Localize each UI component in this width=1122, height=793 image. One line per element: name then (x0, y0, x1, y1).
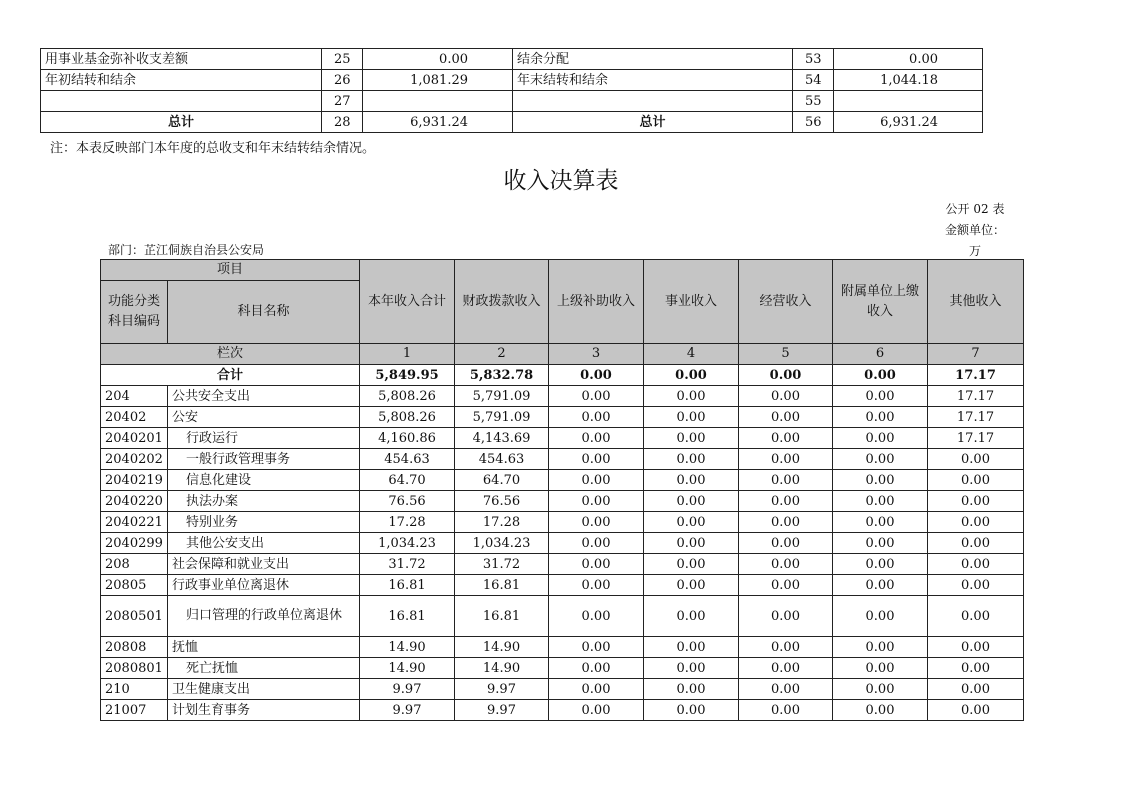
subject-name-cell: 信息化建设 (168, 470, 360, 491)
value-cell: 0.00 (928, 449, 1024, 470)
value-cell: 1,034.23 (455, 533, 549, 554)
subject-name-cell: 计划生育事务 (168, 700, 360, 721)
func-code-cell: 21007 (101, 700, 168, 721)
value-cell: 0.00 (833, 679, 928, 700)
value-cell: 0.00 (739, 428, 833, 449)
header-col-5: 经营收入 (739, 260, 833, 344)
table-row (101, 470, 1024, 491)
column-number: 5 (739, 344, 833, 365)
value-cell: 0.00 (549, 407, 644, 428)
value-cell: 0.00 (739, 596, 833, 637)
value-cell: 0.00 (644, 679, 739, 700)
column-number: 7 (928, 344, 1024, 365)
value-cell: 0.00 (928, 596, 1024, 637)
table-row (101, 596, 1024, 637)
table-row (101, 512, 1024, 533)
table-row (101, 700, 1024, 721)
summary-row (41, 49, 983, 70)
subject-name-cell: 特别业务 (168, 512, 360, 533)
value-cell: 0.00 (833, 428, 928, 449)
summary-left-label: 年初结转和结余 (41, 70, 322, 91)
value-cell: 5,808.26 (360, 386, 455, 407)
value-cell: 0.00 (928, 491, 1024, 512)
column-number-label: 栏次 (101, 344, 360, 365)
subject-name-cell: 抚恤 (168, 637, 360, 658)
value-cell: 0.00 (833, 449, 928, 470)
total-value: 5,832.78 (455, 365, 549, 386)
value-cell: 1,034.23 (360, 533, 455, 554)
summary-left-no: 28 (322, 112, 363, 133)
table-row (101, 575, 1024, 596)
value-cell: 0.00 (739, 407, 833, 428)
table-row (101, 449, 1024, 470)
summary-left-value: 6,931.24 (363, 112, 513, 133)
value-cell: 0.00 (644, 491, 739, 512)
summary-right-no: 55 (793, 91, 834, 112)
subject-name-cell: 卫生健康支出 (168, 679, 360, 700)
func-code-cell: 2040219 (101, 470, 168, 491)
table-row (101, 491, 1024, 512)
value-cell: 0.00 (928, 658, 1024, 679)
value-cell: 0.00 (928, 470, 1024, 491)
summary-left-label (41, 91, 322, 112)
func-code-cell: 20402 (101, 407, 168, 428)
value-cell: 0.00 (549, 575, 644, 596)
value-cell: 9.97 (360, 679, 455, 700)
table-row (101, 658, 1024, 679)
value-cell: 0.00 (549, 658, 644, 679)
value-cell: 16.81 (455, 596, 549, 637)
value-cell: 17.17 (928, 428, 1024, 449)
value-cell: 0.00 (739, 449, 833, 470)
column-number: 6 (833, 344, 928, 365)
value-cell: 64.70 (455, 470, 549, 491)
value-cell: 9.97 (455, 679, 549, 700)
summary-left-label: 总计 (41, 112, 322, 133)
value-cell: 0.00 (644, 700, 739, 721)
subject-name-cell: 公共安全支出 (168, 386, 360, 407)
total-value: 0.00 (833, 365, 928, 386)
header-subject-name: 科目名称 (168, 281, 360, 344)
total-value: 0.00 (739, 365, 833, 386)
value-cell: 5,791.09 (455, 407, 549, 428)
summary-right-value: 1,044.18 (834, 70, 983, 91)
value-cell: 0.00 (739, 658, 833, 679)
value-cell: 76.56 (455, 491, 549, 512)
summary-left-value (363, 91, 513, 112)
summary-right-label: 总计 (513, 112, 793, 133)
value-cell: 0.00 (739, 512, 833, 533)
subject-name-cell: 执法办案 (168, 491, 360, 512)
summary-left-value: 0.00 (363, 49, 513, 70)
column-number: 1 (360, 344, 455, 365)
value-cell: 0.00 (549, 637, 644, 658)
value-cell: 31.72 (360, 554, 455, 575)
value-cell: 0.00 (739, 554, 833, 575)
value-cell: 0.00 (644, 637, 739, 658)
total-value: 0.00 (549, 365, 644, 386)
summary-right-value: 6,931.24 (834, 112, 983, 133)
summary-right-label (513, 91, 793, 112)
header-col-4: 事业收入 (644, 260, 739, 344)
value-cell: 0.00 (833, 658, 928, 679)
department-label: 部门：芷江侗族自治县公安局 (108, 243, 265, 257)
summary-right-label: 年末结转和结余 (513, 70, 793, 91)
value-cell: 4,143.69 (455, 428, 549, 449)
value-cell: 16.81 (360, 575, 455, 596)
value-cell: 5,791.09 (455, 386, 549, 407)
value-cell: 0.00 (549, 554, 644, 575)
summary-row (41, 112, 983, 133)
table-row (101, 679, 1024, 700)
value-cell: 0.00 (833, 491, 928, 512)
func-code-cell: 20808 (101, 637, 168, 658)
value-cell: 64.70 (360, 470, 455, 491)
func-code-cell: 210 (101, 679, 168, 700)
table-row (101, 386, 1024, 407)
summary-right-label: 结余分配 (513, 49, 793, 70)
value-cell: 0.00 (833, 637, 928, 658)
value-cell: 0.00 (549, 512, 644, 533)
summary-row (41, 70, 983, 91)
summary-right-no: 53 (793, 49, 834, 70)
value-cell: 14.90 (360, 637, 455, 658)
func-code-cell: 208 (101, 554, 168, 575)
header-col-6: 附属单位上缴收入 (833, 260, 928, 344)
subject-name-cell: 归口管理的行政单位离退休 (168, 596, 360, 637)
value-cell: 14.90 (360, 658, 455, 679)
value-cell: 0.00 (644, 554, 739, 575)
value-cell: 0.00 (549, 491, 644, 512)
value-cell: 9.97 (455, 700, 549, 721)
summary-left-value: 1,081.29 (363, 70, 513, 91)
subject-name-cell: 公安 (168, 407, 360, 428)
value-cell: 0.00 (644, 596, 739, 637)
value-cell: 0.00 (549, 449, 644, 470)
value-cell: 0.00 (833, 575, 928, 596)
value-cell: 0.00 (928, 575, 1024, 596)
value-cell: 4,160.86 (360, 428, 455, 449)
value-cell: 17.17 (928, 407, 1024, 428)
func-code-cell: 204 (101, 386, 168, 407)
summary-row (41, 91, 983, 112)
value-cell: 0.00 (928, 700, 1024, 721)
total-row (101, 365, 1024, 386)
header-project: 项目 (101, 260, 360, 281)
value-cell: 0.00 (549, 700, 644, 721)
value-cell: 0.00 (549, 679, 644, 700)
value-cell: 0.00 (928, 533, 1024, 554)
header-col-2: 财政拨款收入 (455, 260, 549, 344)
value-cell: 0.00 (928, 637, 1024, 658)
value-cell: 0.00 (549, 596, 644, 637)
value-cell: 0.00 (644, 658, 739, 679)
table-row (101, 533, 1024, 554)
value-cell: 0.00 (833, 470, 928, 491)
value-cell: 0.00 (739, 470, 833, 491)
value-cell: 0.00 (739, 386, 833, 407)
summary-right-value: 0.00 (834, 49, 983, 70)
func-code-cell: 2040202 (101, 449, 168, 470)
value-cell: 9.97 (360, 700, 455, 721)
summary-left-no: 26 (322, 70, 363, 91)
func-code-cell: 2080801 (101, 658, 168, 679)
value-cell: 0.00 (739, 679, 833, 700)
subject-name-cell: 死亡抚恤 (168, 658, 360, 679)
value-cell: 454.63 (455, 449, 549, 470)
total-value: 5,849.95 (360, 365, 455, 386)
header-col-7: 其他收入 (928, 260, 1024, 344)
value-cell: 14.90 (455, 637, 549, 658)
value-cell: 0.00 (833, 554, 928, 575)
value-cell: 0.00 (928, 512, 1024, 533)
value-cell: 17.17 (928, 386, 1024, 407)
func-code-cell: 2080501 (101, 596, 168, 637)
table-row (101, 428, 1024, 449)
table-note: 注：本表反映部门本年度的总收支和年末结转结余情况。 (50, 141, 376, 156)
column-number: 3 (549, 344, 644, 365)
func-code-cell: 20805 (101, 575, 168, 596)
value-cell: 0.00 (739, 700, 833, 721)
value-cell: 0.00 (833, 407, 928, 428)
subject-name-cell: 其他公安支出 (168, 533, 360, 554)
func-code-cell: 2040299 (101, 533, 168, 554)
value-cell: 14.90 (455, 658, 549, 679)
value-cell: 0.00 (833, 512, 928, 533)
summary-right-value (834, 91, 983, 112)
form-number-label: 公开 02 表 (945, 202, 1005, 216)
table-row (101, 554, 1024, 575)
summary-right-no: 56 (793, 112, 834, 133)
column-number-row (101, 344, 1024, 365)
unit-label: 金额单位：万 (944, 223, 1005, 258)
summary-left-label: 用事业基金弥补收支差额 (41, 49, 322, 70)
value-cell: 76.56 (360, 491, 455, 512)
value-cell: 0.00 (739, 491, 833, 512)
func-code-cell: 2040220 (101, 491, 168, 512)
summary-table (40, 48, 983, 133)
header-row (101, 260, 1024, 281)
page-title: 收入决算表 (503, 168, 619, 194)
value-cell: 0.00 (644, 428, 739, 449)
value-cell: 0.00 (739, 637, 833, 658)
subject-name-cell: 行政事业单位离退休 (168, 575, 360, 596)
header-col-1: 本年收入合计 (360, 260, 455, 344)
func-code-cell: 2040201 (101, 428, 168, 449)
column-number: 2 (455, 344, 549, 365)
value-cell: 0.00 (644, 512, 739, 533)
value-cell: 0.00 (833, 533, 928, 554)
value-cell: 0.00 (549, 428, 644, 449)
value-cell: 0.00 (644, 386, 739, 407)
column-number: 4 (644, 344, 739, 365)
table-row (101, 637, 1024, 658)
subject-name-cell: 社会保障和就业支出 (168, 554, 360, 575)
subject-name-cell: 行政运行 (168, 428, 360, 449)
value-cell: 0.00 (549, 533, 644, 554)
value-cell: 0.00 (644, 470, 739, 491)
value-cell: 0.00 (739, 533, 833, 554)
value-cell: 5,808.26 (360, 407, 455, 428)
value-cell: 0.00 (644, 407, 739, 428)
value-cell: 0.00 (739, 575, 833, 596)
header-col-3: 上级补助收入 (549, 260, 644, 344)
func-code-cell: 2040221 (101, 512, 168, 533)
summary-left-no: 25 (322, 49, 363, 70)
value-cell: 0.00 (549, 386, 644, 407)
total-value: 0.00 (644, 365, 739, 386)
total-label: 合计 (101, 365, 360, 386)
table-row (101, 407, 1024, 428)
value-cell: 0.00 (833, 386, 928, 407)
value-cell: 0.00 (549, 470, 644, 491)
value-cell: 0.00 (928, 554, 1024, 575)
value-cell: 0.00 (833, 700, 928, 721)
total-value: 17.17 (928, 365, 1024, 386)
value-cell: 16.81 (455, 575, 549, 596)
value-cell: 0.00 (644, 449, 739, 470)
value-cell: 454.63 (360, 449, 455, 470)
value-cell: 0.00 (644, 575, 739, 596)
value-cell: 0.00 (928, 679, 1024, 700)
value-cell: 16.81 (360, 596, 455, 637)
value-cell: 0.00 (644, 533, 739, 554)
value-cell: 17.28 (360, 512, 455, 533)
income-table (100, 259, 1024, 721)
value-cell: 17.28 (455, 512, 549, 533)
header-func-code: 功能分类科目编码 (101, 281, 168, 344)
summary-left-no: 27 (322, 91, 363, 112)
summary-right-no: 54 (793, 70, 834, 91)
subject-name-cell: 一般行政管理事务 (168, 449, 360, 470)
value-cell: 31.72 (455, 554, 549, 575)
value-cell: 0.00 (833, 596, 928, 637)
